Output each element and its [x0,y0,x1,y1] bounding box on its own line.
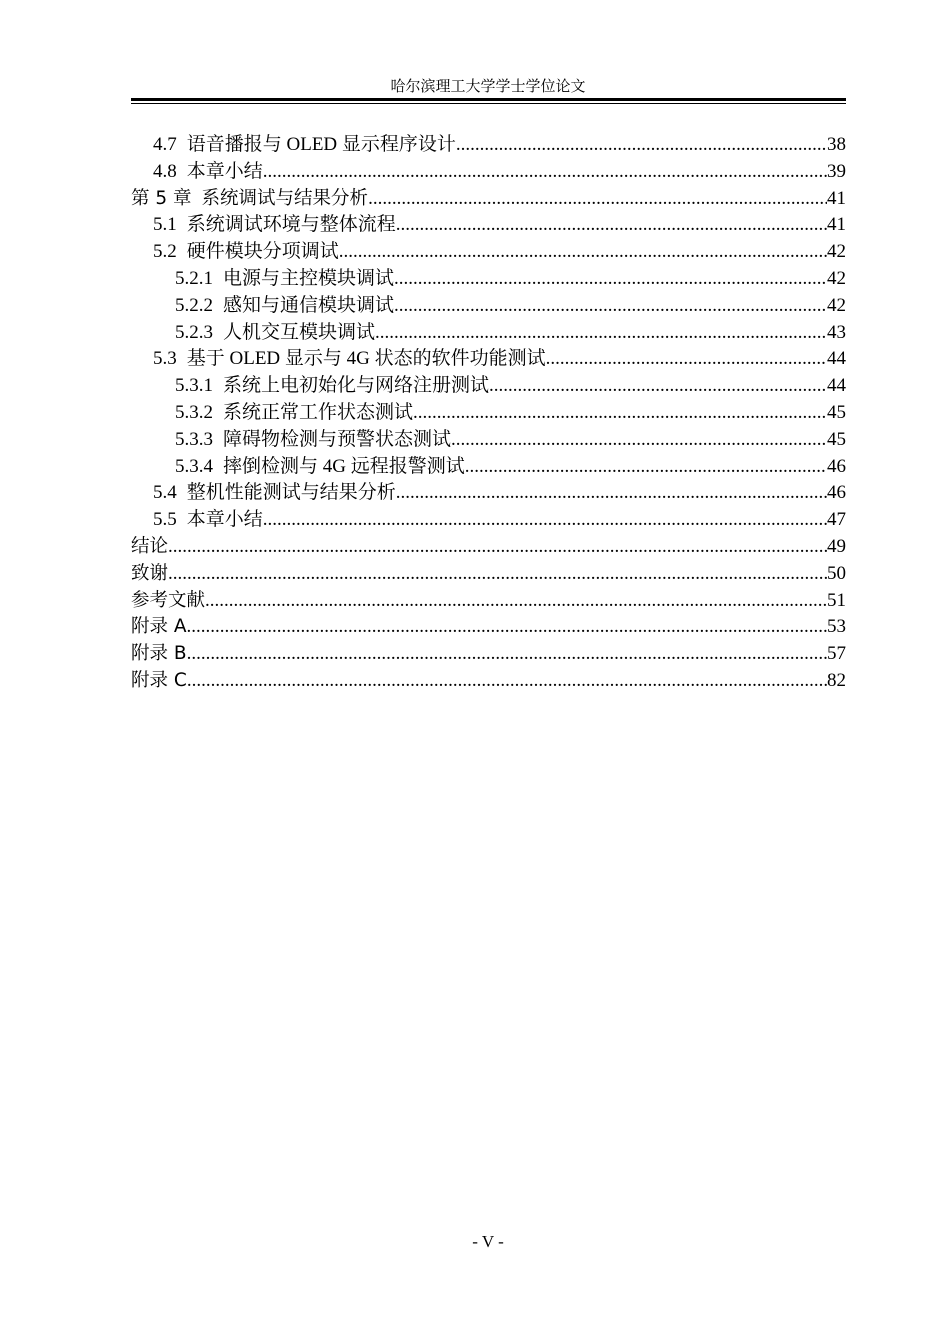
toc-entry-title: 系统上电初始化与网络注册测试 [223,375,490,397]
toc-entry-number: 第 5 章 [131,187,192,209]
toc-leader-dots [396,212,827,239]
toc-entry[interactable] [131,346,846,373]
toc-entry-title: 系统正常工作状态测试 [223,401,414,423]
toc-leader-dots [489,373,827,400]
toc-entry-page: 42 [827,294,846,316]
toc-leader-dots [413,400,827,427]
toc-entry-number: 5.2 [153,241,177,263]
toc-entry-title: 感知与通信模块调试 [223,294,395,316]
toc-entry-number: 5.5 [153,509,177,531]
toc-entry[interactable] [131,507,846,534]
toc-entry-title: 附录 C [131,669,187,691]
toc-leader-dots [394,293,827,320]
toc-entry[interactable] [131,320,846,347]
toc-entry[interactable] [131,186,846,213]
toc-entry-title: 基于 OLED 显示与 4G 状态的软件功能测试 [186,348,546,370]
toc-entry-page: 53 [827,616,846,638]
toc-leader-dots [263,159,827,186]
toc-entry[interactable] [131,588,846,615]
toc-entry[interactable] [131,400,846,427]
toc-entry-page: 57 [827,643,846,665]
toc-entry[interactable] [131,480,846,507]
toc-entry-page: 45 [827,428,846,450]
toc-entry-title: 整机性能测试与结果分析 [186,482,396,504]
toc-entry-page: 45 [827,401,846,423]
toc-entry-number: 5.1 [153,214,177,236]
toc-entry[interactable] [131,668,846,695]
page-number: - V - [472,1232,504,1251]
toc-entry-page: 41 [827,187,846,209]
toc-leader-dots [396,480,827,507]
toc-entry-title: 本章小结 [186,509,263,531]
toc-leader-dots [465,454,827,481]
toc-leader-dots [187,641,827,668]
header-rule-thin [131,103,846,104]
toc-leader-dots [546,346,827,373]
toc-leader-dots [451,427,827,454]
toc-leader-dots [394,266,827,293]
toc-entry-number: 5.3.2 [175,401,213,423]
toc-leader-dots [368,186,827,213]
toc-entry-number: 5.2.1 [175,267,213,289]
toc-entry-page: 44 [827,375,846,397]
toc-entry-number: 4.7 [153,134,177,155]
toc-entry-page: 51 [827,589,846,611]
toc-entry[interactable] [131,159,846,186]
toc-leader-dots [339,239,827,266]
header-rule-thick [131,98,846,101]
toc-entry-page: 43 [827,321,846,343]
toc-entry-number: 4.8 [153,160,177,182]
toc-entry-number: 5.2.2 [175,294,213,316]
toc-entry[interactable] [131,212,846,239]
toc-entry-page: 44 [827,348,846,370]
toc-entry-page: 49 [827,535,846,557]
toc-entry-page: 38 [827,134,846,155]
toc-entry-page: 82 [827,669,846,691]
toc-entry-title: 致谢 [131,562,169,584]
toc-entry-title: 电源与主控模块调试 [223,267,395,289]
toc-entry-title: 系统调试环境与整体流程 [186,214,396,236]
page-header-title: 哈尔滨理工大学学士学位论文 [390,79,586,95]
toc-entry[interactable] [131,373,846,400]
toc-entry-page: 39 [827,160,846,182]
toc-entry-page: 46 [827,482,846,504]
toc-entry-page: 42 [827,267,846,289]
toc-entry-title: 语音播报与 OLED 显示程序设计 [186,134,456,155]
toc-entry-page: 42 [827,241,846,263]
toc-entry-title: 硬件模块分项调试 [186,241,339,263]
toc-entry-page: 41 [827,214,846,236]
toc-entry-number: 5.3 [153,348,177,370]
toc-entry[interactable] [131,641,846,668]
toc-entry-title: 结论 [131,535,169,557]
toc-entry[interactable] [131,534,846,561]
toc-entry-number: 5.3.4 [175,455,213,477]
toc-entry[interactable] [131,614,846,641]
toc-entry-title: 摔倒检测与 4G 远程报警测试 [223,455,465,477]
toc-entry-title: 附录 B [131,643,187,665]
toc-entry-page: 47 [827,509,846,531]
toc-leader-dots [263,507,827,534]
toc-entry-page: 50 [827,562,846,584]
toc-entry[interactable] [131,266,846,293]
toc-entry-title: 系统调试与结果分析 [201,187,369,209]
toc-leader-dots [168,534,827,561]
toc-entry-title: 人机交互模块调试 [223,321,376,343]
toc-entry[interactable] [131,454,846,481]
toc-entry-title: 本章小结 [186,160,263,182]
toc-entry-page: 46 [827,455,846,477]
table-of-contents [131,132,846,695]
toc-leader-dots [187,614,827,641]
toc-entry-number: 5.4 [153,482,177,504]
toc-leader-dots [187,668,827,695]
toc-entry-number: 5.3.1 [175,375,213,397]
toc-entry[interactable] [131,132,846,159]
toc-entry[interactable] [131,561,846,588]
toc-leader-dots [456,132,827,159]
toc-leader-dots [375,320,827,347]
toc-entry[interactable] [131,239,846,266]
toc-entry-title: 障碍物检测与预警状态测试 [223,428,452,450]
toc-entry-title: 附录 A [131,616,187,638]
toc-entry-title: 参考文献 [131,589,206,611]
toc-entry-number: 5.3.3 [175,428,213,450]
toc-entry[interactable] [131,427,846,454]
toc-entry[interactable] [131,293,846,320]
toc-leader-dots [168,561,827,588]
toc-leader-dots [205,588,827,615]
toc-entry-number: 5.2.3 [175,321,213,343]
